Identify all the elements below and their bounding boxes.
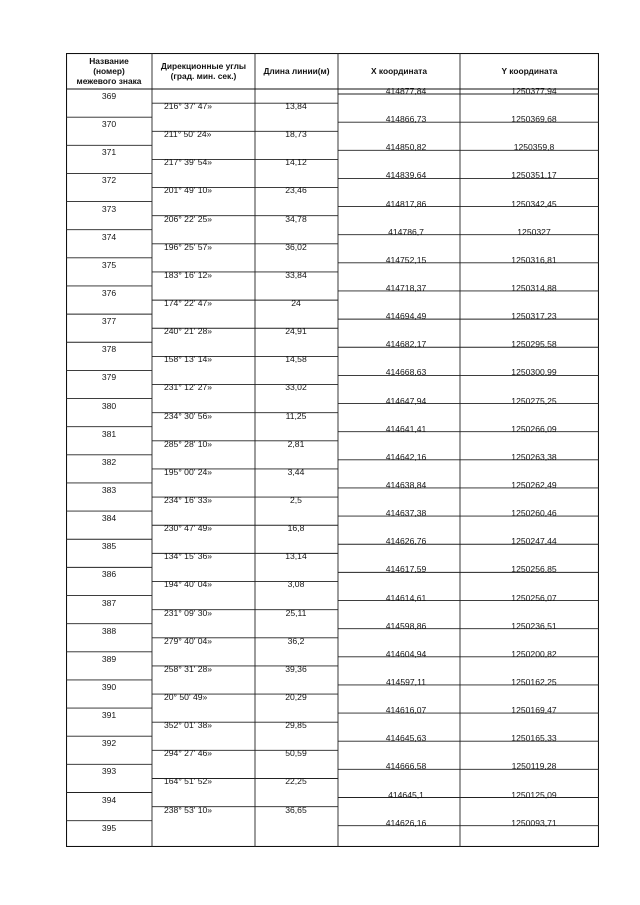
x-coordinate: 414604,94 — [385, 648, 427, 659]
line-length: 18,73 — [285, 129, 307, 140]
line-length: 3,08 — [287, 579, 305, 590]
line-length: 33,84 — [285, 269, 307, 280]
x-coordinate: 414617,59 — [385, 564, 427, 575]
point-name: 375 — [101, 259, 117, 270]
x-coordinate: 414668,63 — [385, 367, 427, 378]
point-name: 373 — [101, 203, 117, 214]
y-coordinate: 1250369,68 — [511, 114, 557, 125]
x-coordinate: 414645,63 — [385, 733, 427, 744]
line-length: 2,5 — [290, 494, 302, 505]
line-length: 22,25 — [285, 776, 307, 787]
direction-angle: 238° 53' 10» — [164, 804, 213, 815]
x-coordinate: 414616,07 — [385, 705, 427, 716]
direction-angle: 195° 00' 24» — [164, 466, 213, 477]
line-length: 29,85 — [285, 720, 307, 731]
x-coordinate: 414718,37 — [385, 282, 427, 293]
line-length: 34,78 — [285, 213, 307, 224]
x-coordinate: 414682,17 — [385, 339, 427, 350]
y-coordinate: 1250162,25 — [511, 676, 557, 687]
y-coordinate: 1250119,28 — [511, 761, 557, 772]
direction-angle: 279° 40' 04» — [164, 635, 213, 646]
y-coordinate: 1250169,47 — [511, 705, 557, 716]
direction-angle: 20° 50' 49» — [164, 691, 208, 702]
point-name: 382 — [101, 456, 117, 467]
point-name: 376 — [101, 287, 117, 298]
direction-angle: 158° 13' 14» — [164, 354, 213, 365]
x-coordinate: 414638,84 — [385, 479, 427, 490]
line-length: 11,25 — [285, 410, 307, 421]
direction-angle: 231° 09' 30» — [164, 607, 213, 618]
x-coordinate: 414877,84 — [385, 86, 427, 96]
header-y-coordinate: Y координата — [501, 66, 558, 76]
direction-angle: 174° 22' 47» — [164, 297, 213, 308]
y-coordinate: 1250327 — [517, 226, 551, 237]
y-coordinate: 1250260,46 — [511, 508, 557, 519]
point-name: 383 — [101, 484, 117, 495]
direction-angle: 285° 28' 10» — [164, 438, 213, 449]
point-name: 394 — [101, 794, 117, 805]
y-coordinate: 1250351,17 — [511, 170, 557, 181]
x-coordinate: 414666,58 — [385, 761, 427, 772]
line-length: 16,8 — [287, 523, 305, 534]
line-length: 39,36 — [285, 663, 307, 674]
y-coordinate: 1250300,99 — [511, 367, 557, 378]
x-coordinate: 414647,94 — [385, 395, 427, 406]
x-coordinate: 414637,38 — [385, 508, 427, 519]
y-coordinate: 1250247,44 — [511, 536, 557, 547]
point-name: 374 — [101, 231, 117, 242]
point-name: 380 — [101, 400, 117, 411]
y-coordinate: 1250093,71 — [511, 817, 557, 828]
direction-angle: 258° 31' 28» — [164, 663, 213, 674]
point-name: 385 — [101, 541, 117, 552]
line-length: 36,65 — [285, 804, 307, 815]
point-name: 389 — [101, 653, 117, 664]
point-name: 369 — [101, 91, 117, 101]
direction-angle: 231° 12' 27» — [164, 382, 213, 393]
y-coordinate: 1250236,51 — [511, 620, 557, 631]
y-coordinate: 1250263,38 — [511, 451, 557, 462]
direction-angle: 196° 25' 57» — [164, 241, 213, 252]
line-length: 13,14 — [285, 551, 307, 562]
x-coordinate: 414850,82 — [385, 142, 427, 153]
x-coordinate: 414614,61 — [385, 592, 427, 603]
y-coordinate: 1250377,94 — [511, 86, 557, 96]
direction-angle: 230° 47' 49» — [164, 523, 213, 534]
line-length: 33,02 — [285, 382, 307, 393]
line-length: 20,29 — [285, 691, 307, 702]
y-coordinate: 1250314,88 — [511, 282, 557, 293]
direction-angle: 134° 15' 36» — [164, 551, 213, 562]
y-coordinate: 1250125,09 — [511, 789, 557, 800]
x-coordinate: 414645,1 — [388, 789, 424, 800]
x-coordinate: 414786,7 — [388, 226, 424, 237]
header-x-coordinate: X координата — [370, 66, 428, 76]
line-length: 14,58 — [285, 354, 307, 365]
line-length: 36,2 — [287, 635, 305, 646]
point-name: 386 — [101, 569, 117, 580]
point-name: 391 — [101, 710, 117, 721]
line-length: 13,84 — [285, 101, 307, 111]
point-name: 387 — [101, 597, 117, 608]
direction-angle: 206° 22' 25» — [164, 213, 213, 224]
line-length: 24,91 — [285, 326, 307, 337]
direction-angle: 234° 30' 56» — [164, 410, 213, 421]
x-coordinate: 414626,76 — [385, 536, 427, 547]
point-name: 388 — [101, 625, 117, 636]
direction-angle: 211° 50' 24» — [164, 129, 212, 140]
header-length: Длина линии(м) — [263, 66, 330, 76]
y-coordinate: 1250165,33 — [511, 733, 557, 744]
line-length: 50,59 — [285, 748, 307, 759]
direction-angle: 217° 39' 54» — [164, 157, 213, 168]
header-name: Название (номер) межевого знака — [76, 56, 142, 86]
point-name: 395 — [101, 822, 117, 833]
x-coordinate: 414626,16 — [385, 817, 427, 828]
y-coordinate: 1250262,49 — [511, 479, 557, 490]
coordinates-table — [66, 53, 599, 847]
direction-angle: 164° 51' 52» — [164, 776, 213, 787]
x-coordinate: 414641,41 — [385, 423, 427, 434]
line-length: 14,12 — [285, 157, 307, 168]
y-coordinate: 1250295,58 — [511, 339, 557, 350]
y-coordinate: 1250256,07 — [511, 592, 557, 603]
direction-angle: 234° 16' 33» — [164, 494, 213, 505]
y-coordinate: 1250342,45 — [511, 198, 557, 209]
x-coordinate: 414694,49 — [385, 311, 427, 322]
point-name: 384 — [101, 513, 117, 524]
y-coordinate: 1250317,23 — [511, 311, 557, 322]
direction-angle: 183° 16' 12» — [164, 269, 213, 280]
y-coordinate: 1250359,8 — [513, 142, 555, 153]
y-coordinate: 1250266,09 — [511, 423, 557, 434]
point-name: 372 — [101, 175, 117, 186]
line-length: 23,46 — [285, 185, 307, 196]
x-coordinate: 414866,73 — [385, 114, 427, 125]
line-length: 25,11 — [285, 607, 307, 618]
point-name: 377 — [101, 316, 117, 327]
x-coordinate: 414642,16 — [385, 451, 427, 462]
x-coordinate: 414752,15 — [385, 254, 427, 265]
header-angle: Дирекционные углы (град. мин. сек.) — [160, 61, 247, 81]
direction-angle: 216° 37' 47» — [164, 101, 213, 111]
point-name: 378 — [101, 344, 117, 355]
line-length: 36,02 — [285, 241, 307, 252]
point-name: 390 — [101, 681, 117, 692]
direction-angle: 240° 21' 28» — [164, 326, 213, 337]
point-name: 371 — [101, 147, 117, 158]
y-coordinate: 1250275,25 — [511, 395, 557, 406]
x-coordinate: 414598,86 — [385, 620, 427, 631]
direction-angle: 352° 01' 38» — [164, 720, 213, 731]
point-name: 370 — [101, 119, 117, 130]
direction-angle: 201° 49' 10» — [164, 185, 213, 196]
point-name: 379 — [101, 372, 117, 383]
line-length: 2,81 — [287, 438, 305, 449]
y-coordinate: 1250256,85 — [511, 564, 557, 575]
point-name: 381 — [101, 428, 117, 439]
y-coordinate: 1250200,82 — [511, 648, 557, 659]
direction-angle: 194° 40' 04» — [164, 579, 213, 590]
point-name: 392 — [101, 738, 117, 749]
x-coordinate: 414817,86 — [385, 198, 427, 209]
x-coordinate: 414839,64 — [385, 170, 427, 181]
line-length: 24 — [291, 297, 301, 308]
y-coordinate: 1250316,81 — [511, 254, 557, 265]
line-length: 3,44 — [287, 466, 305, 477]
point-name: 393 — [101, 766, 117, 777]
direction-angle: 294° 27' 46» — [164, 748, 213, 759]
x-coordinate: 414597,11 — [386, 676, 426, 687]
